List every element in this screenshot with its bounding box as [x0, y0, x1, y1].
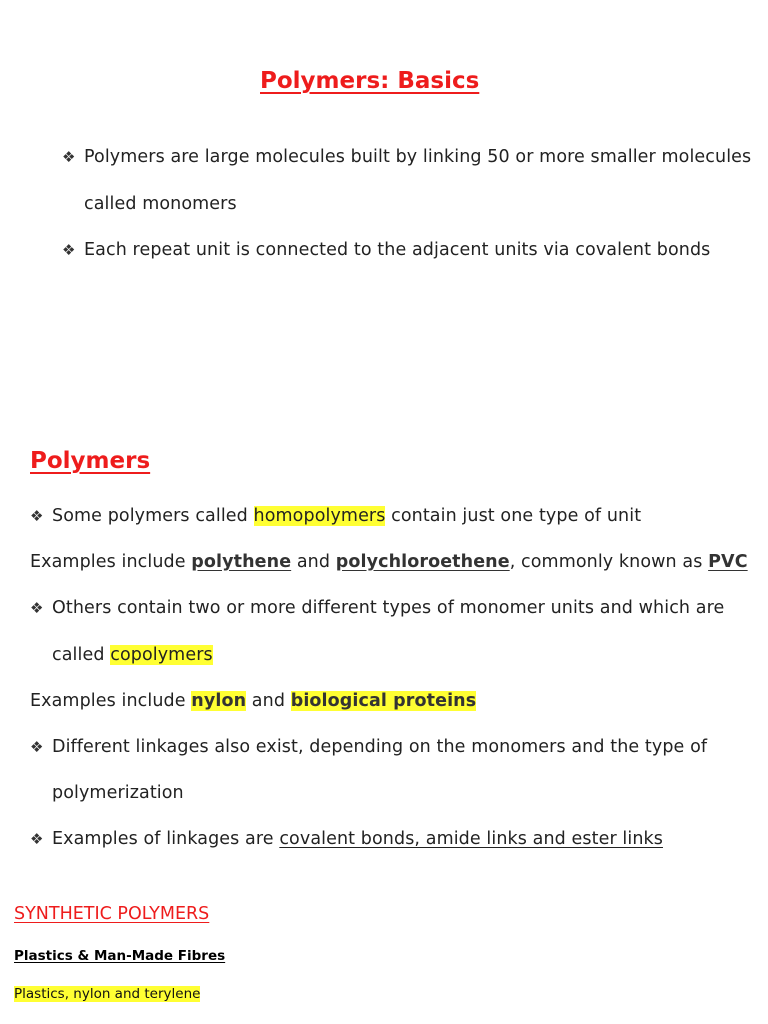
copolymers-bullet-continued [52, 645, 213, 665]
known-as-text: , commonly known as [509, 552, 709, 572]
bullet-diamond-icon: ❖ [30, 507, 44, 525]
linkages-text: Different linkages also exist, depending on the monomers and the type of [52, 737, 708, 757]
title-synthetic-polymers: SYNTHETIC POLYMERS [14, 904, 210, 924]
title-polymers: Polymers [30, 448, 151, 474]
linkage-examples-list: covalent bonds, amide links and ester links [279, 829, 663, 849]
polythene-term: polythene [191, 552, 292, 572]
linkages-bullet [30, 737, 707, 757]
homopolymers-post: contain just one type of unit [385, 506, 642, 526]
called-text: called [52, 645, 111, 665]
copolymers-highlight: copolymers [110, 645, 213, 665]
homopolymers-highlight: homopolymers [253, 506, 386, 526]
biological-proteins-term: biological proteins [290, 691, 477, 711]
homopolymers-pre: Some polymers called [52, 506, 254, 526]
copolymers-bullet [30, 598, 724, 618]
copolymers-text: Others contain two or more different types of monomer units and which are [52, 598, 725, 618]
polychloroethene-term: polychloroethene [335, 552, 510, 572]
examples-homopolymers [30, 552, 748, 572]
bullet-diamond-icon: ❖ [30, 738, 44, 756]
and-text: and [246, 691, 291, 711]
bullet-diamond-icon: ❖ [62, 241, 76, 259]
basics-bullet-1 [62, 147, 751, 167]
nylon-term: nylon [191, 691, 247, 711]
and-text: and [291, 552, 336, 572]
examples-pre: Examples include [30, 552, 192, 572]
linkages-bullet-continued: polymerization [52, 783, 184, 803]
linkage-examples-pre: Examples of linkages are [52, 829, 280, 849]
basics-bullet-1-text: Polymers are large molecules built by linking 50 or more smaller molecules [84, 147, 752, 167]
basics-bullet-2-text: Each repeat unit is connected to the adjacent units via covalent bonds [84, 240, 711, 260]
subtitle-plastics-fibres: Plastics & Man-Made Fibres [14, 948, 226, 964]
basics-bullet-2 [62, 240, 710, 260]
pvc-term: PVC [708, 552, 748, 572]
examples-copolymers [30, 691, 476, 711]
homopolymers-bullet [30, 506, 641, 526]
bullet-diamond-icon: ❖ [62, 148, 76, 166]
basics-bullet-1-continued: called monomers [84, 194, 237, 214]
bullet-diamond-icon: ❖ [30, 830, 44, 848]
title-polymers-basics: Polymers: Basics [260, 68, 480, 94]
highlight-plastics-nylon-terylene: Plastics, nylon and terylene [14, 986, 201, 1002]
bullet-diamond-icon: ❖ [30, 599, 44, 617]
examples-pre: Examples include [30, 691, 192, 711]
linkage-examples-bullet [30, 829, 663, 849]
